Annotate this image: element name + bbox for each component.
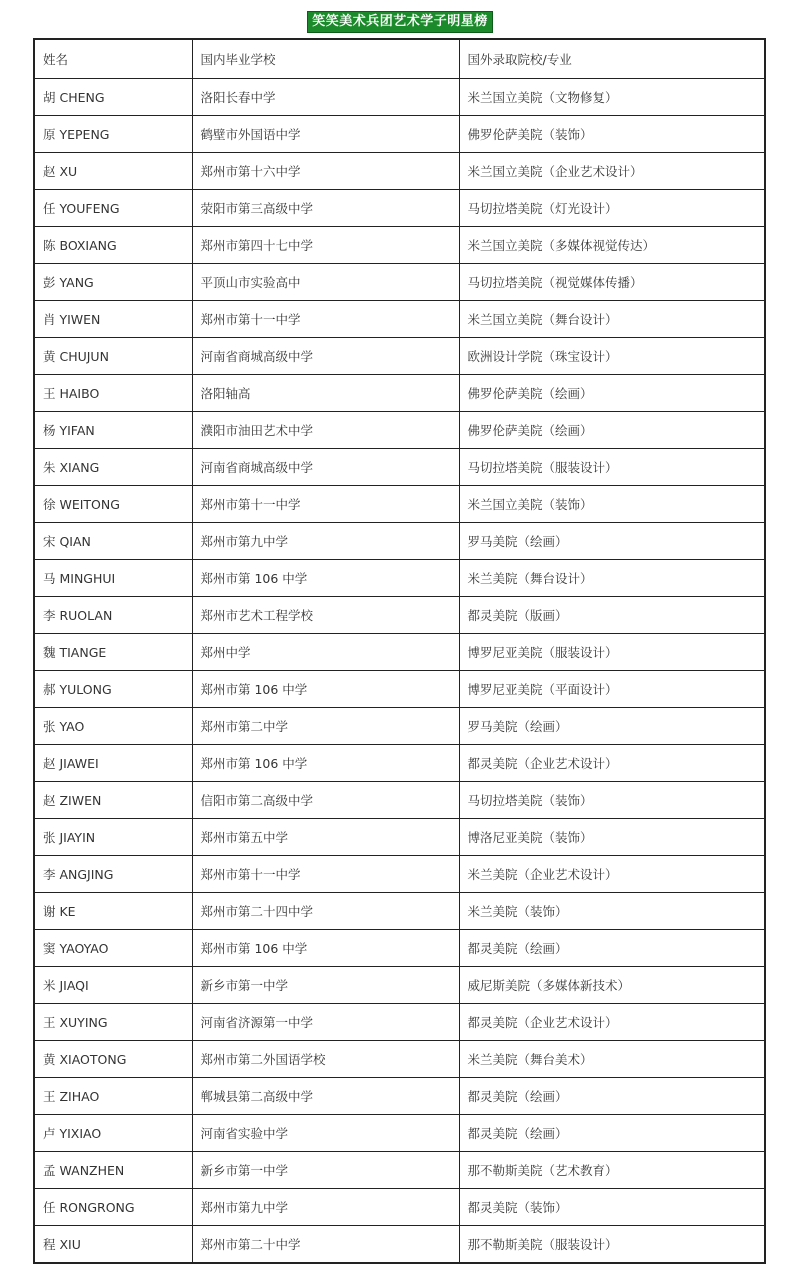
domestic-school-cell: 郸城县第二高级中学 [192,1078,459,1115]
foreign-admission-cell: 马切拉塔美院（装饰） [459,782,765,819]
student-name-cell: 赵 ZIWEN [34,782,192,819]
domestic-school-cell: 河南省实验中学 [192,1115,459,1152]
domestic-school-cell: 郑州市第 106 中学 [192,930,459,967]
table-row [34,634,765,671]
table-row [34,560,765,597]
foreign-admission-cell: 马切拉塔美院（灯光设计） [459,190,765,227]
foreign-admission-cell: 米兰美院（舞台美术） [459,1041,765,1078]
domestic-school-cell: 濮阳市油田艺术中学 [192,412,459,449]
table-row [34,893,765,930]
foreign-admission-cell: 佛罗伦萨美院（装饰） [459,116,765,153]
foreign-admission-cell: 马切拉塔美院（服装设计） [459,449,765,486]
table-row [34,967,765,1004]
domestic-school-cell: 郑州市第九中学 [192,523,459,560]
student-name-cell: 米 JIAQI [34,967,192,1004]
student-name-cell: 任 RONGRONG [34,1189,192,1226]
table-row [34,1004,765,1041]
domestic-school-cell: 郑州中学 [192,634,459,671]
student-name-cell: 马 MINGHUI [34,560,192,597]
foreign-admission-cell: 都灵美院（装饰） [459,1189,765,1226]
domestic-school-cell: 洛阳长春中学 [192,79,459,116]
student-name-cell: 郝 YULONG [34,671,192,708]
table-row [34,1189,765,1226]
student-name-cell: 王 HAIBO [34,375,192,412]
student-name-cell: 肖 YIWEN [34,301,192,338]
student-name-cell: 杨 YIFAN [34,412,192,449]
domestic-school-cell: 郑州市第 106 中学 [192,745,459,782]
student-name-cell: 李 ANGJING [34,856,192,893]
foreign-admission-cell: 马切拉塔美院（视觉媒体传播） [459,264,765,301]
table-row [34,1041,765,1078]
domestic-school-cell: 郑州市第四十七中学 [192,227,459,264]
foreign-admission-cell: 米兰国立美院（企业艺术设计） [459,153,765,190]
domestic-school-cell: 洛阳轴高 [192,375,459,412]
student-name-cell: 胡 CHENG [34,79,192,116]
table-row [34,671,765,708]
table-row [34,1115,765,1152]
domestic-school-cell: 郑州市第九中学 [192,1189,459,1226]
table-row [34,708,765,745]
domestic-school-cell: 鹤壁市外国语中学 [192,116,459,153]
foreign-admission-cell: 那不勒斯美院（艺术教育） [459,1152,765,1189]
domestic-school-cell: 新乡市第一中学 [192,967,459,1004]
domestic-school-cell: 郑州市第 106 中学 [192,671,459,708]
student-name-cell: 任 YOUFENG [34,190,192,227]
domestic-school-cell: 郑州市第十一中学 [192,301,459,338]
student-name-cell: 窦 YAOYAO [34,930,192,967]
student-name-cell: 李 RUOLAN [34,597,192,634]
domestic-school-cell: 郑州市第二外国语学校 [192,1041,459,1078]
domestic-school-cell: 河南省商城高级中学 [192,338,459,375]
student-name-cell: 张 YAO [34,708,192,745]
table-row [34,486,765,523]
table-row [34,856,765,893]
student-name-cell: 谢 KE [34,893,192,930]
foreign-admission-cell: 米兰国立美院（装饰） [459,486,765,523]
domestic-school-cell: 郑州市第二十四中学 [192,893,459,930]
student-name-cell: 魏 TIANGE [34,634,192,671]
table-row [34,930,765,967]
table-row [34,79,765,116]
table-row [34,227,765,264]
table-row [34,1152,765,1189]
student-name-cell: 黄 CHUJUN [34,338,192,375]
student-name-cell: 徐 WEITONG [34,486,192,523]
domestic-school-cell: 郑州市第 106 中学 [192,560,459,597]
column-header-name: 姓名 [34,39,192,79]
domestic-school-cell: 郑州市第十一中学 [192,856,459,893]
student-name-cell: 张 JIAYIN [34,819,192,856]
page-title: 笑笑美术兵团艺术学子明星榜 [307,11,493,33]
table-row [34,412,765,449]
table-row [34,1226,765,1264]
domestic-school-cell: 郑州市第二十中学 [192,1226,459,1264]
student-name-cell: 王 ZIHAO [34,1078,192,1115]
foreign-admission-cell: 欧洲设计学院（珠宝设计） [459,338,765,375]
table-body [34,79,765,1264]
student-name-cell: 宋 QIAN [34,523,192,560]
foreign-admission-cell: 博洛尼亚美院（装饰） [459,819,765,856]
table-row [34,597,765,634]
student-name-cell: 孟 WANZHEN [34,1152,192,1189]
foreign-admission-cell: 罗马美院（绘画） [459,708,765,745]
foreign-admission-cell: 佛罗伦萨美院（绘画） [459,412,765,449]
domestic-school-cell: 荥阳市第三高级中学 [192,190,459,227]
foreign-admission-cell: 米兰美院（企业艺术设计） [459,856,765,893]
domestic-school-cell: 郑州市第十六中学 [192,153,459,190]
foreign-admission-cell: 都灵美院（绘画） [459,930,765,967]
foreign-admission-cell: 米兰美院（装饰） [459,893,765,930]
foreign-admission-cell: 博罗尼亚美院（服装设计） [459,634,765,671]
table-row [34,301,765,338]
table-row [34,782,765,819]
foreign-admission-cell: 威尼斯美院（多媒体新技术） [459,967,765,1004]
table-row [34,338,765,375]
table-row [34,190,765,227]
student-name-cell: 王 XUYING [34,1004,192,1041]
table-row [34,375,765,412]
domestic-school-cell: 新乡市第一中学 [192,1152,459,1189]
table-row [34,745,765,782]
domestic-school-cell: 平顶山市实验高中 [192,264,459,301]
student-name-cell: 赵 XU [34,153,192,190]
domestic-school-cell: 郑州市艺术工程学校 [192,597,459,634]
header-row [34,39,765,79]
table-row [34,449,765,486]
domestic-school-cell: 河南省商城高级中学 [192,449,459,486]
foreign-admission-cell: 罗马美院（绘画） [459,523,765,560]
domestic-school-cell: 信阳市第二高级中学 [192,782,459,819]
student-name-cell: 卢 YIXIAO [34,1115,192,1152]
domestic-school-cell: 郑州市第二中学 [192,708,459,745]
foreign-admission-cell: 那不勒斯美院（服装设计） [459,1226,765,1264]
student-name-cell: 彭 YANG [34,264,192,301]
foreign-admission-cell: 都灵美院（版画） [459,597,765,634]
column-header-foreign-admission: 国外录取院校/专业 [459,39,765,79]
student-name-cell: 赵 JIAWEI [34,745,192,782]
student-name-cell: 朱 XIANG [34,449,192,486]
student-name-cell: 程 XIU [34,1226,192,1264]
table-row [34,1078,765,1115]
table-row [34,116,765,153]
domestic-school-cell: 郑州市第十一中学 [192,486,459,523]
table-header [34,39,765,79]
foreign-admission-cell: 米兰国立美院（多媒体视觉传达） [459,227,765,264]
domestic-school-cell: 郑州市第五中学 [192,819,459,856]
foreign-admission-cell: 都灵美院（企业艺术设计） [459,1004,765,1041]
table-row [34,264,765,301]
domestic-school-cell: 河南省济源第一中学 [192,1004,459,1041]
title-bar [0,10,800,33]
foreign-admission-cell: 米兰国立美院（舞台设计） [459,301,765,338]
foreign-admission-cell: 米兰国立美院（文物修复） [459,79,765,116]
student-name-cell: 原 YEPENG [34,116,192,153]
foreign-admission-cell: 都灵美院（绘画） [459,1078,765,1115]
student-roster-table [33,38,766,1264]
student-name-cell: 陈 BOXIANG [34,227,192,264]
foreign-admission-cell: 博罗尼亚美院（平面设计） [459,671,765,708]
student-name-cell: 黄 XIAOTONG [34,1041,192,1078]
foreign-admission-cell: 佛罗伦萨美院（绘画） [459,375,765,412]
table-row [34,523,765,560]
column-header-domestic-school: 国内毕业学校 [192,39,459,79]
table-row [34,153,765,190]
table-row [34,819,765,856]
foreign-admission-cell: 都灵美院（企业艺术设计） [459,745,765,782]
foreign-admission-cell: 都灵美院（绘画） [459,1115,765,1152]
foreign-admission-cell: 米兰美院（舞台设计） [459,560,765,597]
